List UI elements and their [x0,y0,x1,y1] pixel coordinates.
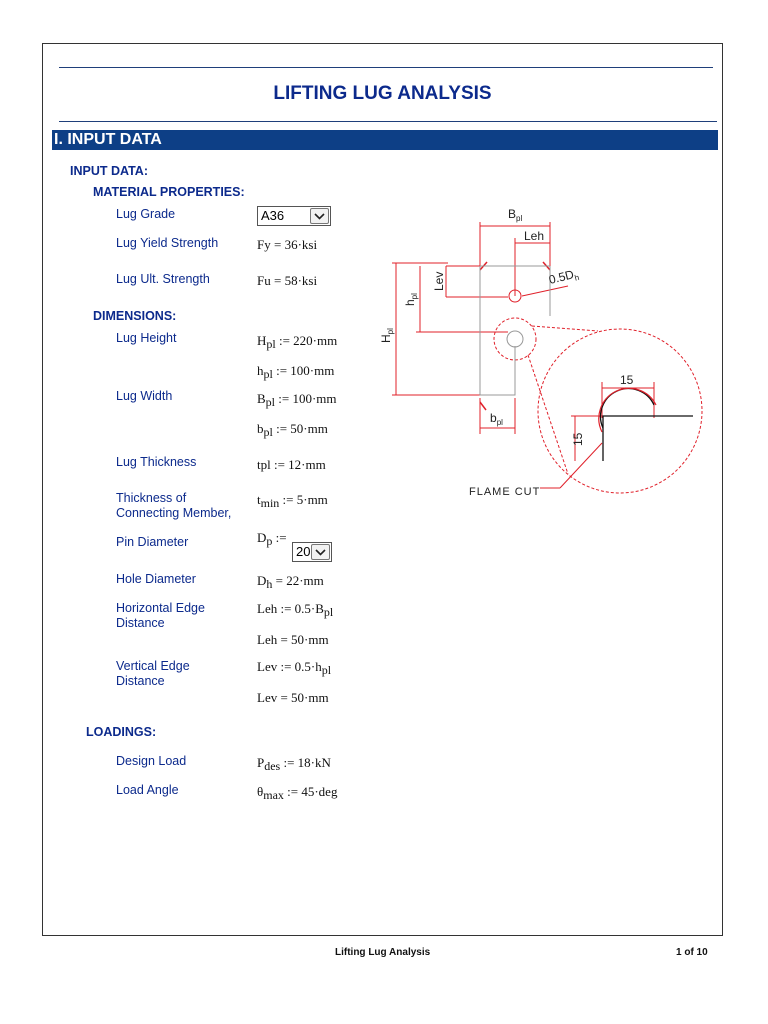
tpl-expression: tpl := 12·mm [257,457,326,472]
pin-diameter-value: 20 [296,544,311,559]
diagram-05dh-label: $0.5D_h$ [547,267,581,287]
diagram-Hpl-label: $H_{pl}$ [379,328,395,343]
title-rule [59,121,717,122]
chevron-down-icon[interactable] [311,544,330,560]
hole-diameter-label: Hole Diameter [116,572,196,586]
diagram-flame-cut-label: FLAME CUT [469,486,541,498]
dp-expression: $D_p$ := [257,530,287,548]
lug-grade-label: Lug Grade [116,207,176,221]
dimensions-heading: DIMENSIONS: [93,309,177,323]
thickness-label: Lug Thickness [116,455,197,469]
material-heading: MATERIAL PROPERTIES: [93,185,245,199]
connecting-member-label: Thickness of Connecting Member, [116,491,232,520]
pin-diameter-select[interactable] [292,542,332,562]
lev-definition: Lev := $0.5\cdot h_{pl}$ [257,659,332,677]
theta-expression: $\theta_{max}$ := 45·deg [257,784,338,802]
lev-label: Vertical Edge Distance [116,659,190,688]
hpl-expression: $h_{pl}$ := 100·mm [257,363,335,381]
Bpl-expression: $B_{pl}$ := 100·mm [257,391,337,409]
leh-result: Leh = 50·mm [257,632,329,647]
lug-diagram [368,198,703,510]
pin-diameter-label: Pin Diameter [116,535,189,549]
leh-label: Horizontal Edge Distance [116,601,205,630]
dh-expression: $D_h = 22\cdot mm$ [257,573,324,591]
lug-height-label: Lug Height [116,331,177,345]
bpl-expression: $b_{pl}$ := 50·mm [257,421,328,439]
diagram-lev-label: Lev [432,271,446,291]
top-rule [59,67,713,68]
tmin-expression: $t_{min}$ := 5·mm [257,492,328,510]
lug-grade-select[interactable] [257,206,331,226]
diagram-bpl-bottom-label: $b_{pl}$ [490,411,503,427]
ult-expression: Fu = 58·ksi [257,273,318,288]
pdes-expression: $P_{des}$ := 18·kN [257,755,331,773]
load-angle-label: Load Angle [116,783,179,797]
diagram-15-top-label: 15 [620,373,634,387]
chevron-down-icon[interactable] [310,208,329,224]
input-data-heading: INPUT DATA: [70,164,148,178]
lug-width-label: Lug Width [116,389,173,403]
lug-grade-value: A36 [261,208,285,223]
footer-title: Lifting Lug Analysis [335,947,431,958]
diagram-hpl-label: $h_{pl}$ [403,293,419,306]
footer-page: 1 of 10 [676,947,708,958]
diagram-15-side-label: 15 [571,432,585,446]
lev-result: Lev = 50·mm [257,690,329,705]
yield-expression: Fy = 36·ksi [257,237,318,252]
leh-definition: Leh := $0.5\cdot B_{pl}$ [257,601,334,619]
loadings-heading: LOADINGS: [86,725,157,739]
diagram-leh-label: Leh [524,229,545,243]
yield-label: Lug Yield Strength [116,236,219,250]
ult-label: Lug Ult. Strength [116,272,210,286]
diagram-bpl-label: $B_{pl}$ [508,207,523,223]
page-title: LIFTING LUG ANALYSIS [273,83,492,104]
Hpl-expression: $H_{pl}$ := 220·mm [257,333,338,351]
design-load-label: Design Load [116,754,187,768]
section-header: I. INPUT DATA [52,130,718,150]
